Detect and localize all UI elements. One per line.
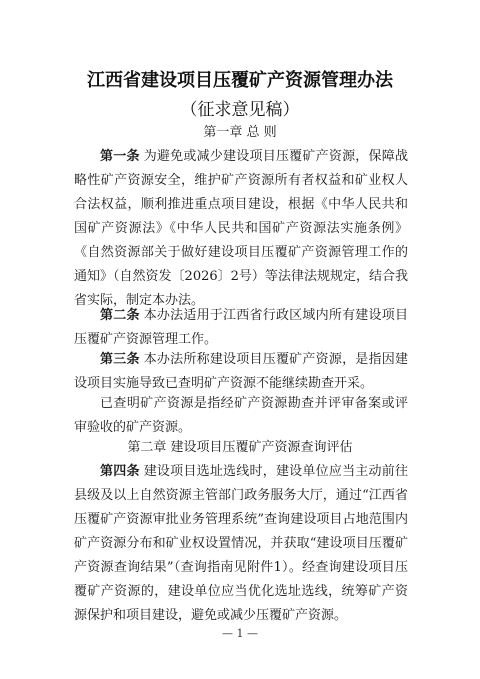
article-number: 第二条	[100, 308, 140, 323]
page-number: — 1 —	[222, 627, 258, 640]
document-title: 江西省建设项目压覆矿产资源管理办法	[87, 70, 393, 91]
article-text: 已查明矿产资源是指经矿产资源勘查并评审备案或评审验收的矿产资源。	[74, 396, 408, 435]
article-number: 第四条	[100, 464, 140, 479]
article-text: 本办法适用于江西省行政区域内所有建设项目压覆矿产资源管理工作。	[74, 308, 408, 347]
chapter-heading-1: 第一章 总 则	[203, 125, 277, 140]
article-text: 本办法所称建设项目压覆矿产资源，是指因建设项目实施导致已查明矿产资源不能继续勘查开采。	[74, 352, 408, 391]
article-paragraph-5	[74, 460, 408, 628]
article-paragraph-4	[74, 392, 408, 440]
document-subtitle: （征求意见稿）	[180, 100, 300, 120]
article-number: 第一条	[100, 149, 140, 164]
article-number: 第三条	[100, 352, 140, 367]
article-paragraph-3	[74, 348, 408, 396]
article-text: 为避免或减少建设项目压覆矿产资源，保障战略性矿产资源安全，维护矿产资源所有者权益和矿业权人合法权益，顺利推进重点项目建设，根据《中华人民共和国矿产资源法》《中华人民共和国矿产资源法实施条例》《自然资源部关于做好建设项目压覆矿产资源管理工作的通知》（自然资发〔2026〕2号）等法律法规规定，结合我省实际，制定本办法。	[74, 149, 408, 308]
article-paragraph-1	[74, 145, 408, 313]
article-paragraph-2	[74, 304, 408, 352]
chapter-heading-2: 第二章 建设项目压覆矿产资源查询评估	[127, 440, 353, 455]
article-text: 建设项目选址选线时，建设单位应当主动前往县级及以上自然资源主管部门政务服务大厅，通过“江西省压覆矿产资源审批业务管理系统”查询建设项目占地范围内矿产资源分布和矿业权设置情况，并获取“建设项目压覆矿产资源查询结果”（查询指南见附件1）。经查询建设项目压覆矿产资源的，建设单位应当优化选址选线，统筹矿产资源保护和项目建设，避免或减少压覆矿产资源。	[74, 464, 408, 623]
